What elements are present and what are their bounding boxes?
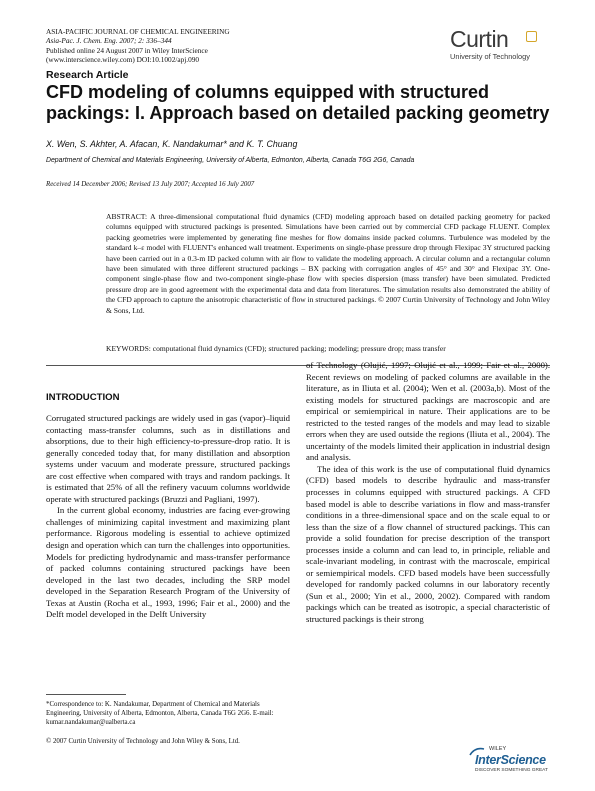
section-heading: INTRODUCTION (46, 392, 120, 403)
authors: X. Wen, S. Akhter, A. Afacan, K. Nandakumar* and K. T. Chuang (46, 139, 298, 149)
journal-citation: Asia-Pac. J. Chem. Eng. 2007; 2: 336–344 (46, 36, 172, 46)
wiley-small-label: WILEY (489, 746, 507, 752)
journal-header (46, 27, 230, 65)
journal-doi: (www.interscience.wiley.com) DOI:10.1002/apj.090 (46, 55, 200, 65)
article-type: Research Article (46, 69, 129, 81)
paragraph: Corrugated structured packings are widely used in gas (vapor)–liquid contacting mass-transfer columns, such as in distillations and absorptions, due to their high efficiency-to-pressure-drop ratio. It is generally conceded today that, for many distillation and absorption systems under vacuum and moderate pressure, structured packings are cost effective when compared with trays and random packings. It is estimated that 25% of all the refinery vacuum columns worldwide operate with structured packings (Bruzzi and Pagliani, 1997). (46, 413, 290, 504)
dates: Received 14 December 2006; Revised 13 July 2007; Accepted 16 July 2007 (46, 181, 255, 188)
journal-name: ASIA-PACIFIC JOURNAL OF CHEMICAL ENGINEERING (46, 27, 230, 36)
logo-mark-icon (526, 31, 537, 42)
footnote-divider (46, 694, 126, 695)
body-column-left (46, 413, 290, 621)
correspondence-footnote: *Correspondence to: K. Nandakumar, Department of Chemical and Materials Engineering, University of Alberta, Edmonton, Alberta, Canada T6G 2G6. E-mail: kumar.nandakumar@ualberta.ca (46, 701, 274, 726)
journal-published: Published online 24 August 2007 in Wiley InterScience (46, 45, 208, 55)
logo-word: Curtin (450, 26, 509, 52)
paragraph: The idea of this work is the use of computational fluid dynamics (CFD) based models to describe hydraulic and mass-transfer processes in columns equipped with structured packings. A CFD based model is able to describe variations in flow and mass-transfer conditions in a three-dimensional space and on the scale equal to or less than the size of a flow channel of structured packings. This can provide a solid foundation for precise description of the transport processes inside a column and can lead to, in principle, reliable and scale-invariant modeling, in contrast with the macroscale, empirical or semiempirical models. CFD based models have been successfully developed for randomly packed columns in our laboratory recently (Sun et al., 2000; Yin et al., 2000, 2002). Compared with random packings which can be treated as isotropic, a special characteristic of structured packings is their strong (306, 463, 550, 625)
logo-subtitle: University of Technology (450, 52, 530, 61)
copyright: © 2007 Curtin University of Technology and John Wiley & Sons, Ltd. (46, 738, 240, 745)
body-column-right (306, 360, 550, 626)
wiley-tagline: DISCOVER SOMETHING GREAT (475, 768, 548, 773)
affiliation: Department of Chemical and Materials Engineering, University of Alberta, Edmonton, Alberta, Canada T6G 2G6, Canada (46, 157, 415, 164)
wiley-interscience-logo (469, 746, 549, 780)
keywords: KEYWORDS: computational fluid dynamics (CFD); structured packing; modeling; pressure drop; mass transfer (106, 344, 446, 353)
paragraph: of Technology (Olujić, 1997; Olujić et al., 1999; Fair et al., 2000). Recent reviews on modeling of packed columns are available in the literature, as in Iliuta et al. (2004); Wen et al. (2003a,b). Most of the existing models for structured packings are macroscopic and are empirical or semiempirical in nature. Their applications are to be restricted to the tested ranges of the models and may lead to sizable errors when they are used outside the regions (Iliuta et al., 2004). The uncertainty of the models limited their application in industrial design and analysis. (306, 360, 550, 463)
abstract: ABSTRACT: A three-dimensional computational fluid dynamics (CFD) modeling approach based on detailed packing geometry for packed columns equipped with structured packings is presented. Simulations have been carried out by commercial CFD package FLUENT. Complex packing geometries were implemented by generating fine meshes for flow domains inside packed columns. Turbulence was modeled by the standard k–ε model with FLUENT's enhanced wall treatment. Experiments on single-phase pressure drop through Flexipac 3Y structured packing have been carried out in a 0.3-m ID packed column with air flow to validate the modeling approach. A circular column and a rectangular column have been simulated with three different structured packings – BX packing with corrugation angles of 45° and 30° and Flexipac 3Y. One-component single-phase flow and two-component single-phase flow with species dispersion (mass transfer) have been simulated. Predicted pressure drop are in good agreement with the experimental data and data from literatures. The simulation results also demonstrated the ability of the CFD approach to capture the anisotropic characteristic of flow in structured packings. © 2007 Curtin University of Technology and John Wiley & Sons, Ltd. (106, 212, 550, 315)
paragraph: In the current global economy, industries are facing ever-growing challenges of minimizing capital investment and maximizing plant performance. Rigorous modeling is essential to achieve optimized design and operation which can turn the challenges into opportunities. Models for predicting hydrodynamic and mass-transfer performance of packed columns containing structured packings have been developed in the last two decades, including the SRP model developed in the Separation Research Program of the University of Texas at Austin (Rocha et al., 1993, 1996; Fair et al., 2000) and the Delft model developed in the Delft University (46, 505, 290, 620)
interscience-wordmark: InterScience (475, 753, 546, 767)
paper-title: CFD modeling of columns equipped with structured packings: I. Approach based on detailed packing geometry (46, 82, 550, 123)
curtin-logo (450, 28, 550, 61)
